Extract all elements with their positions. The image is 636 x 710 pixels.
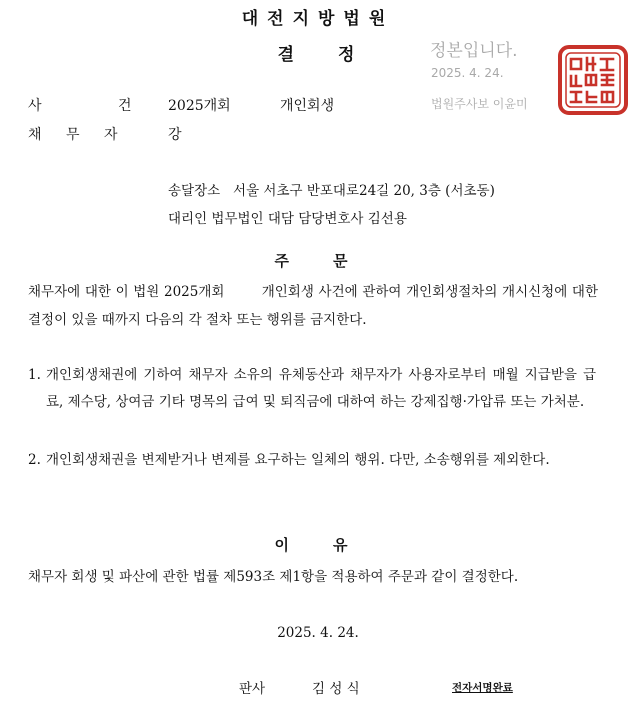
case-label: 사 건 [28, 98, 168, 114]
certified-copy-title: 정본입니다. [430, 41, 518, 61]
decision-date: 2025. 4. 24. [277, 625, 359, 641]
service-place: 송달장소 서울 서초구 반포대로24길 20, 3층 (서초동) [168, 183, 495, 199]
electronic-signature-status: 전자서명완료 [452, 682, 513, 694]
certified-date: 2025. 4. 24. [431, 66, 504, 80]
court-seal-icon [557, 44, 629, 116]
order-intro: 채무자에 대한 이 법원 2025개회 개인회생 사건에 관하여 개인회생절차의 개시신청에 대한 결정이 있을 때까지 다음의 각 절차 또는 행위를 금지한다. [28, 284, 603, 328]
case-number: 2025개회 [168, 98, 231, 114]
case-type: 개인회생 [280, 98, 335, 114]
judge-name: 김 성 식 [312, 681, 360, 697]
order-item-number: 2. [28, 452, 41, 468]
order-item-text: 개인회생채권에 기하여 채무자 소유의 유체동산과 채무자가 사용자로부터 매월 지급받을 급료, 제수당, 상여금 기타 명목의 급여 및 퇴직금에 대하여 하는 강제집행·가압류 또는 가처분. [46, 367, 596, 410]
certified-clerk: 법원주사보 이윤미 [431, 97, 528, 111]
reason-title: 이유 [274, 536, 392, 554]
order-title: 주문 [274, 252, 392, 270]
service-agent: 대리인 법무법인 대담 담당변호사 김선용 [168, 211, 407, 227]
document-type: 결정 [277, 45, 399, 65]
court-name: 대전지방법원 [241, 9, 395, 29]
order-item-text: 개인회생채권을 변제받거나 변제를 요구하는 일체의 행위. 다만, 소송행위를 제외한다. [46, 452, 550, 468]
reason-text: 채무자 회생 및 파산에 관한 법률 제593조 제1항을 적용하여 주문과 같이 결정한다. [28, 569, 519, 585]
debtor-name: 강 [168, 127, 182, 143]
debtor-label: 채 무 자 [28, 127, 128, 143]
order-item-number: 1. [28, 367, 41, 383]
judge-label: 판사 [239, 681, 266, 697]
